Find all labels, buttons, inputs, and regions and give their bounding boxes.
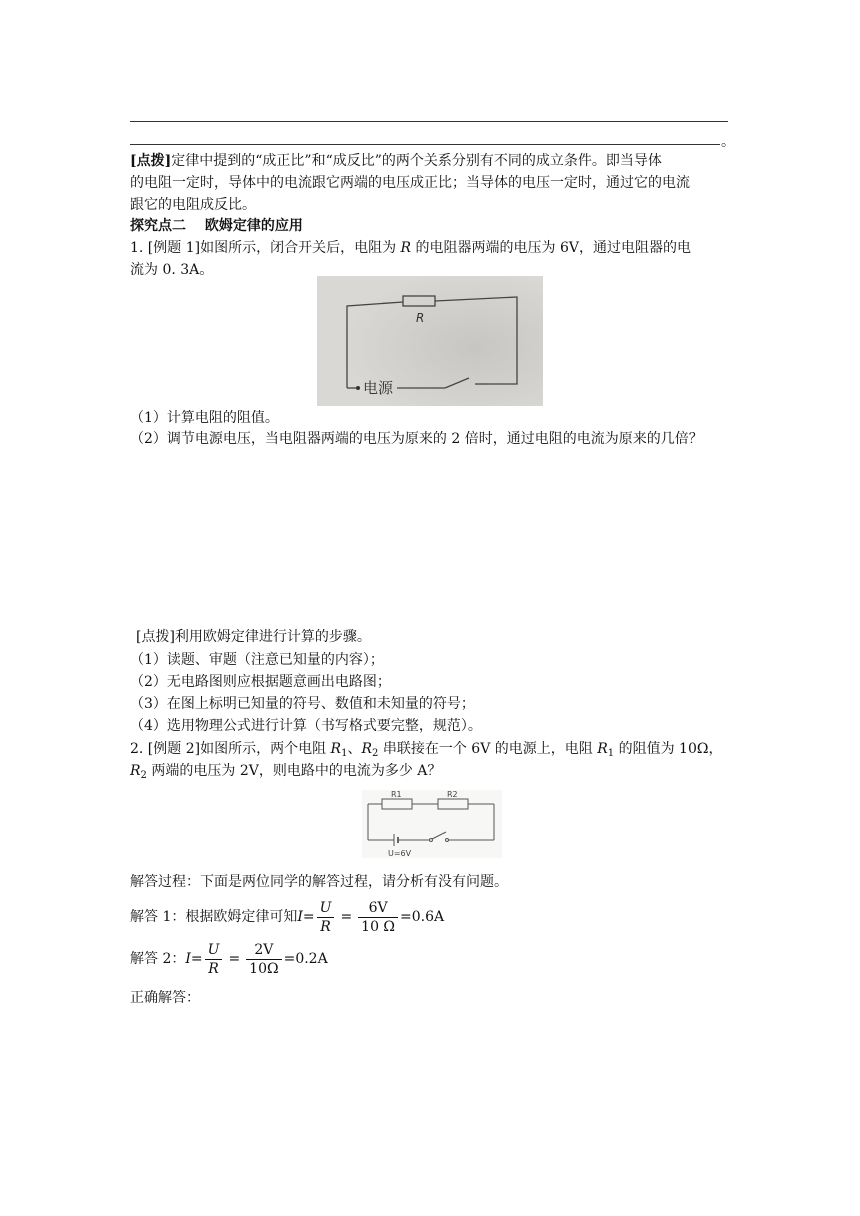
ex2-line2: $R_2$ 两端的电压为 2V，则电路中的电流为多少 A？ [130,763,442,781]
tip1-line3: 跟它的电阻成反比。 [130,197,256,213]
answer-1: 解答 1：根据欧姆定律可知 I = $\frac{U}{R}$ = $\frac{6V}{10 \Omega}$ =0.6A [130,899,445,935]
tip2-head: [点拨]利用欧姆定律进行计算的步骤。 [136,629,371,645]
answer-1-fraction-values: $\frac{6V}{10 \Omega}$ [358,899,398,936]
section2-title: 探究点二 欧姆定律的应用 [130,218,303,234]
answer-2: 解答 2： I = $\frac{U}{R}$ = $\frac{2V}{10\Omega}$ =0.2A [130,941,328,977]
circuit-photo-1 [317,276,543,406]
tip1-line1: [点拨]定律中提到的“成正比”和“成反比”的两个关系分别有不同的成立条件。即当导体 [130,153,662,169]
tip2-step-1: （1）读题、审题（注意已知量的内容）； [130,652,384,668]
source-voltage-label: U=6V [388,849,412,858]
answer-2-fraction-u-r: $\frac{U}{R}$ [205,941,223,978]
circuit-diagram-1 [317,276,543,406]
r2-label: R2 [447,790,458,799]
tip2-step-4: （4）选用物理公式进行计算（书写格式要完整，规范）。 [130,718,482,734]
r1-label: R1 [391,790,402,799]
resistor-label: R [416,311,425,325]
source-label: 电源 [363,379,394,397]
correct-answer-label: 正确解答： [130,990,200,1006]
ex1-line2: 流为 0. 3A。 [130,262,214,278]
ex1-line1: 1. [例题 1]如图所示，闭合开关后，电阻为 R 的电阻器两端的电压为 6V，通过电阻器的电 [130,240,692,256]
tip2-step-2: （2）无电路图则应根据题意画出电路图； [130,674,391,690]
tip1-line2: 的电阻一定时，导体中的电流跟它两端的电压成正比；当导体的电压一定时，通过它的电流 [130,175,690,191]
circuit-figure-2 [362,790,502,858]
ex1-question-2: （2）调节电源电压，当电阻器两端的电压为原来的 2 倍时，通过电阻的电流为原来的几倍？ [130,431,703,447]
tip1-label: [点拨] [130,153,172,169]
answer-1-fraction-u-r: $\frac{U}{R}$ [317,899,335,936]
answer-process-text: 解答过程：下面是两位同学的解答过程，请分析有没有问题。 [130,874,508,890]
answer-blank-line-2 [130,144,720,145]
blank-end-mark: 。 [721,134,735,150]
ex1-question-1: （1）计算电阻的阻值。 [130,410,279,426]
ex2-line1: 2. [例题 2]如图所示，两个电阻 $R_1$、$R_2$ 串联接在一个 6V 的电源上，电阻 $R_1$ 的阻值为 10Ω， [130,741,723,759]
series-circuit-diagram [362,790,502,858]
tip2-step-3: （3）在图上标明已知量的符号、数值和未知量的符号； [130,696,475,712]
answer-blank-line-1 [130,121,728,122]
answer-2-fraction-values: $\frac{2V}{10\Omega}$ [246,941,281,978]
